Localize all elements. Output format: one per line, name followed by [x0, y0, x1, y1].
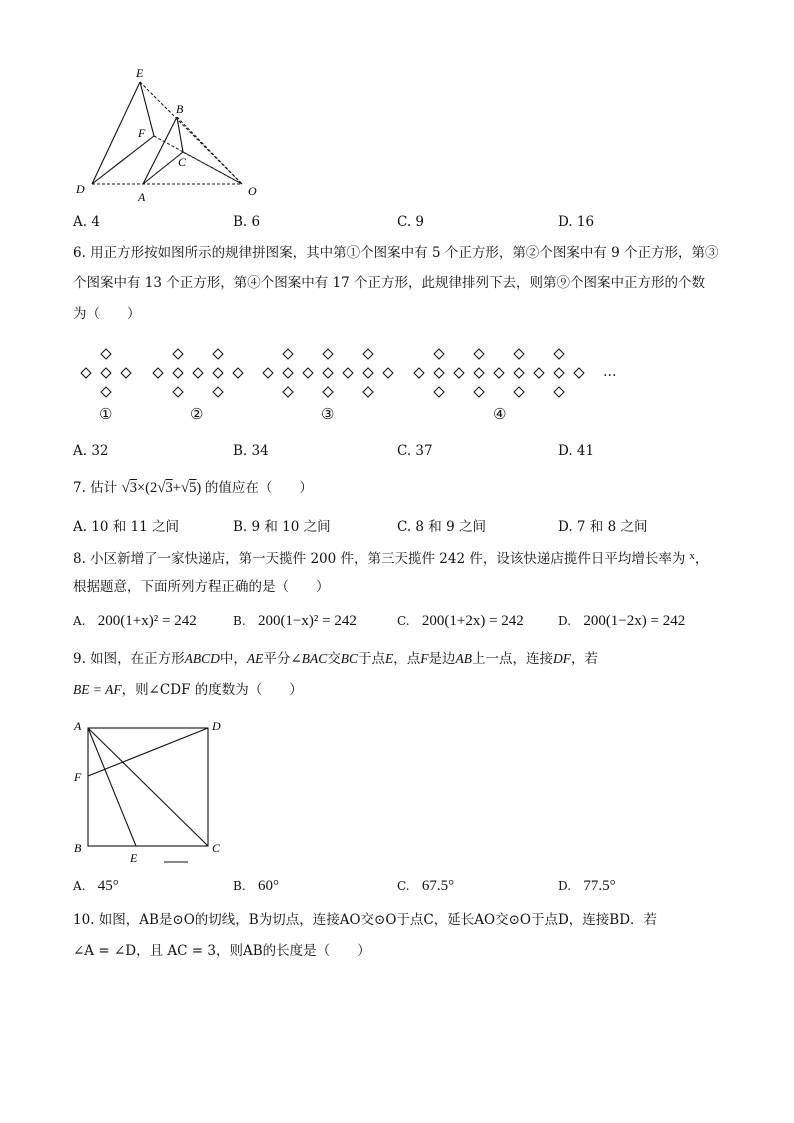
q8-stem-line2: 根据题意，下面所列方程正确的是（ ）: [73, 579, 330, 595]
q9-text-6: ，点: [393, 651, 421, 667]
pattern-3-square: [283, 349, 293, 359]
point-C-label: C: [212, 841, 221, 855]
pattern-2-square: [153, 368, 163, 378]
pattern-2-square: [213, 368, 223, 378]
q9-option-b-value: 60°: [257, 878, 279, 894]
q7-stem: [73, 478, 313, 498]
q9-stem-line2: [73, 680, 303, 700]
pattern-2-square: [173, 349, 183, 359]
q8-line1-end: ，: [694, 551, 709, 567]
q7-prefix: 7. 估计: [73, 480, 118, 496]
segment-DF: [88, 728, 208, 776]
pattern-2-square: [213, 387, 223, 397]
point-F-label: F: [138, 126, 146, 140]
q9-text-7: 是边: [428, 651, 456, 667]
q9-text-3: 平分: [263, 651, 291, 667]
point-C-label: C: [178, 155, 187, 169]
point-F-label: F: [74, 770, 82, 784]
point-E-label: E: [136, 66, 144, 80]
q8-option-c-eq: 200(1+2x) = 242: [421, 613, 524, 629]
q7-option-d[interactable]: D. 7 和 8 之间: [558, 519, 648, 535]
q8-option-b-eq: 200(1−x)² = 242: [257, 613, 357, 629]
pattern-1-square: [121, 368, 131, 378]
figure-q9-square: [70, 716, 230, 866]
pattern-3-square: [323, 349, 333, 359]
pattern-3-square: [383, 368, 393, 378]
segment-DF: [92, 136, 154, 184]
segment-DE: [92, 82, 140, 184]
q9-option-a-value: 45°: [97, 878, 119, 894]
q9-option-d[interactable]: [558, 878, 616, 895]
q9-text-4: 交: [327, 651, 341, 667]
q9-text-10: ，则∠CDF 的度数为（ ）: [121, 682, 303, 698]
pattern-3-square: [323, 368, 333, 378]
q8-option-a[interactable]: [73, 613, 197, 630]
q7-suffix: 的值应在（ ）: [204, 480, 313, 496]
pattern-3-square: [363, 368, 373, 378]
q6-stem-line3: 为（ ）: [73, 306, 141, 322]
q9-option-c-letter: C.: [397, 879, 410, 893]
point-A-label: A: [74, 719, 82, 733]
pattern-1-square: [101, 387, 111, 397]
pattern-4-square: [434, 387, 444, 397]
pattern-2-square: [173, 387, 183, 397]
q8-option-a-letter: A.: [73, 614, 86, 628]
pattern-4-square: [414, 368, 424, 378]
segment-AC: [88, 728, 208, 846]
pattern-1-square: [101, 349, 111, 359]
q9-math-ab: AB: [455, 651, 472, 666]
pattern-4-square: [474, 349, 484, 359]
q5-option-b[interactable]: B. 6: [233, 214, 261, 230]
pattern-3-square: [323, 387, 333, 397]
pattern-label-4: ④: [493, 407, 507, 423]
figure-q5: [70, 62, 270, 212]
pattern-2-square: [193, 368, 203, 378]
q9-option-d-value: 77.5°: [583, 878, 616, 894]
point-B-label: B: [74, 841, 82, 855]
pattern-label-3: ③: [321, 407, 335, 423]
q9-text-2: 中，: [219, 651, 247, 667]
q8-option-b[interactable]: [233, 613, 357, 630]
q6-option-d[interactable]: D. 41: [558, 443, 595, 459]
point-B-label: B: [176, 102, 184, 116]
pattern-3-square: [283, 387, 293, 397]
q9-text-8: 上一点，连接: [472, 651, 553, 667]
q5-option-d[interactable]: D. 16: [558, 214, 595, 230]
pattern-4-square: [554, 387, 564, 397]
pattern-4-square: [514, 368, 524, 378]
q7-option-c[interactable]: C. 8 和 9 之间: [397, 519, 486, 535]
q9-math-be-af: BE = AF: [73, 682, 122, 697]
pattern-4-square: [494, 368, 504, 378]
pattern-4-square: [474, 387, 484, 397]
pattern-2-square: [233, 368, 243, 378]
pattern-2-square: [173, 368, 183, 378]
q9-math-abcd: ABCD: [184, 651, 220, 666]
q9-math-bac: ∠BAC: [290, 651, 328, 666]
q7-option-b[interactable]: B. 9 和 10 之间: [233, 519, 331, 535]
point-E-label: E: [130, 851, 138, 865]
pattern-1-square: [81, 368, 91, 378]
q9-math-ae: AE: [246, 651, 264, 666]
pattern-4-square: [514, 349, 524, 359]
q6-stem-line1: 6. 用正方形按如图所示的规律拼图案，其中第①个图案中有 5 个正方形，第②个图案中有 9 个正方形，第③: [73, 245, 719, 261]
q9-math-f: F: [420, 651, 429, 666]
pattern-4-square: [474, 368, 484, 378]
pattern-4-square: [574, 368, 584, 378]
q9-text-9: ，若: [571, 651, 598, 667]
q10-stem-line2: ∠A = ∠D，且 AC = 3，则AB的长度是（ ）: [73, 943, 371, 959]
q9-option-c[interactable]: [397, 878, 454, 895]
q6-option-c[interactable]: C. 37: [397, 443, 433, 459]
pattern-4-square: [554, 349, 564, 359]
q8-option-d[interactable]: [558, 613, 685, 630]
q5-option-a[interactable]: A. 4: [73, 214, 100, 230]
segment-AC: [143, 152, 183, 184]
q9-text-5: 于点: [358, 651, 385, 667]
point-A-label: A: [138, 190, 146, 204]
pattern-4-square: [454, 368, 464, 378]
point-D-label: D: [212, 719, 221, 733]
q8-stem-line1: [73, 546, 708, 569]
point-D-label: D: [76, 182, 85, 196]
q9-math-e: E: [385, 651, 394, 666]
pattern-3-square: [363, 387, 373, 397]
pattern-3-square: [343, 368, 353, 378]
q9-math-bc: BC: [340, 651, 358, 666]
q6-option-a[interactable]: A. 32: [73, 443, 109, 459]
q8-option-d-letter: D.: [558, 614, 572, 628]
pattern-3-square: [363, 349, 373, 359]
q9-option-a-letter: A.: [73, 879, 86, 893]
q10-stem-line1: 10. 如图，AB是⊙O的切线，B为切点，连接AO交⊙O于点C，延长AO交⊙O于点D，连接BD．若: [73, 912, 658, 928]
pattern-ellipsis: …: [603, 364, 617, 380]
pattern-2-square: [213, 349, 223, 359]
q9-stem-line1: [73, 649, 598, 669]
pattern-3-square: [283, 368, 293, 378]
pattern-3-square: [303, 368, 313, 378]
pattern-4-square: [554, 368, 564, 378]
segment-AE: [88, 728, 136, 846]
pattern-3-square: [263, 368, 273, 378]
pattern-4-square: [514, 387, 524, 397]
q8-option-b-letter: B.: [233, 614, 246, 628]
q9-option-d-letter: D.: [558, 879, 572, 893]
q8-option-d-eq: 200(1−2x) = 242: [583, 613, 686, 629]
pattern-4-square: [434, 368, 444, 378]
pattern-label-1: ①: [99, 407, 113, 423]
q9-option-b-letter: B.: [233, 879, 246, 893]
q8-option-c-letter: C.: [397, 614, 410, 628]
q9-option-b[interactable]: [233, 878, 279, 895]
q5-option-c[interactable]: C. 9: [397, 214, 425, 230]
pattern-4-square: [434, 349, 444, 359]
q6-option-b[interactable]: B. 34: [233, 443, 269, 459]
q7-expression: √3×(2√3+√5): [121, 480, 205, 496]
q9-math-df: DF: [553, 651, 571, 666]
q9-option-a[interactable]: [73, 878, 119, 895]
q7-option-a[interactable]: A. 10 和 11 之间: [73, 519, 180, 535]
q6-stem-line2: 个图案中有 13 个正方形，第④个图案中有 17 个正方形，此规律排列下去，则第⑨个图案中正方形的个数: [73, 275, 706, 291]
pattern-4-square: [534, 368, 544, 378]
q9-text-1: 9. 如图，在正方形: [73, 651, 185, 667]
point-O-label: O: [248, 184, 257, 198]
q8-option-a-eq: 200(1+x)² = 242: [97, 613, 197, 629]
q8-variable: x: [689, 550, 695, 562]
q8-option-c[interactable]: [397, 613, 524, 630]
figure-q6-patterns: [70, 342, 630, 422]
pattern-label-2: ②: [190, 407, 204, 423]
pattern-1-square: [101, 368, 111, 378]
q9-option-c-value: 67.5°: [421, 878, 455, 894]
segment-AB: [143, 117, 177, 184]
q8-line1-text: 8. 小区新增了一家快递店，第一天揽件 200 件，第三天揽件 242 件，设该快递店揽件日平均增长率为: [73, 551, 686, 567]
